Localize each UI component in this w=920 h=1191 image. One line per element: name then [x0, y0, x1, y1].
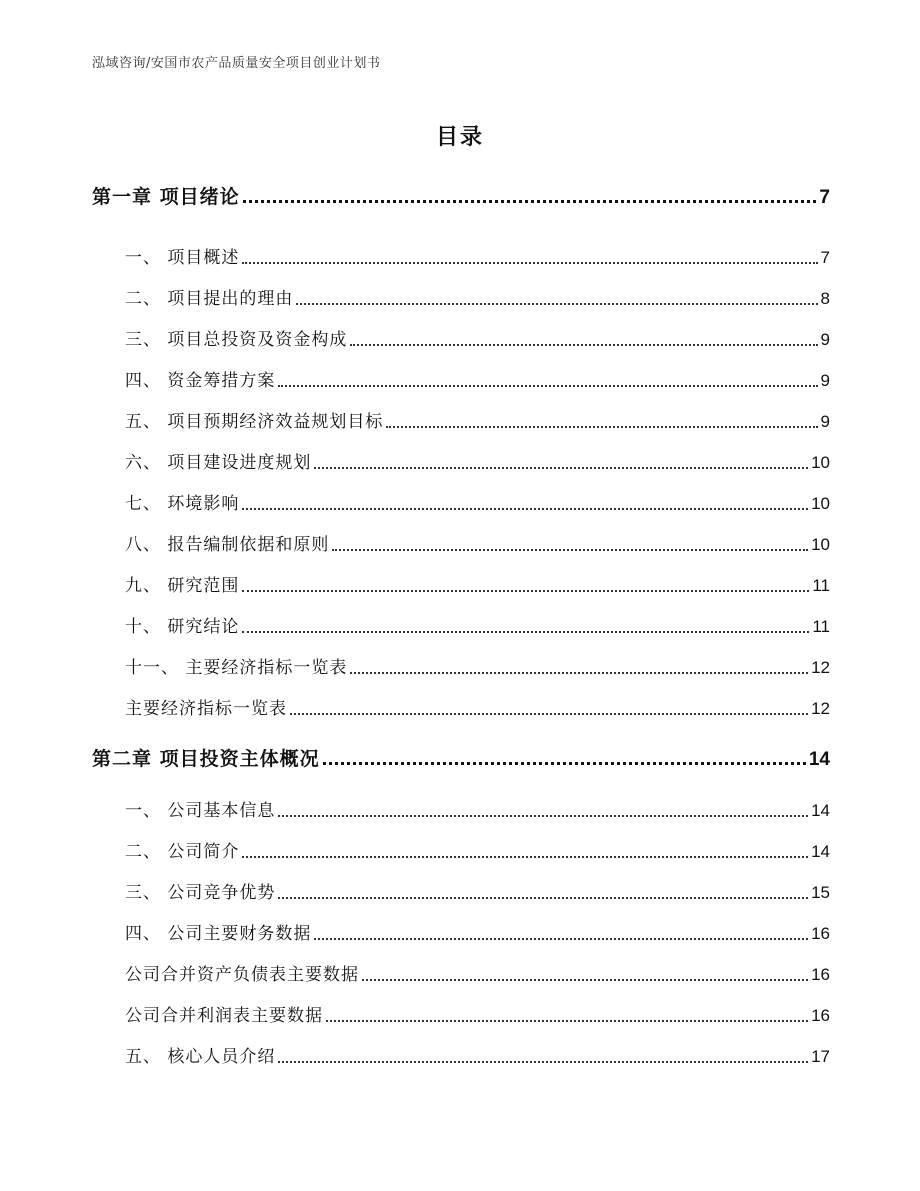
dot-leader — [278, 897, 808, 899]
toc-entry-page-number: 16 — [811, 1006, 830, 1025]
toc-section-entry[interactable] — [125, 366, 830, 396]
toc-entry-label: 六、 项目建设进度规划 — [125, 453, 312, 473]
toc-section-entry[interactable] — [125, 796, 830, 826]
toc-section-entry[interactable] — [125, 694, 830, 724]
toc-entry-page-number: 10 — [811, 494, 830, 513]
dot-leader — [332, 549, 808, 551]
toc-entry-label: 公司合并利润表主要数据 — [125, 1006, 323, 1026]
toc-section-entry[interactable] — [125, 243, 830, 273]
toc-entry-label: 公司合并资产负债表主要数据 — [125, 965, 359, 985]
toc-entry-label: 二、 公司简介 — [125, 842, 240, 862]
dot-leader — [350, 672, 808, 674]
toc-section-entry[interactable] — [125, 284, 830, 314]
toc-section-entry[interactable] — [125, 919, 830, 949]
dot-leader — [314, 467, 808, 469]
toc-section-entry[interactable] — [125, 489, 830, 519]
dot-leader — [362, 979, 808, 981]
toc-entry-page-number: 14 — [811, 842, 830, 861]
dot-leader — [278, 385, 817, 387]
toc-entry-label: 三、 公司竞争优势 — [125, 883, 276, 903]
toc-entry-page-number: 8 — [820, 289, 830, 308]
dot-leader — [242, 590, 809, 592]
dot-leader — [326, 1020, 808, 1022]
toc-title: 目录 — [435, 125, 484, 150]
toc-entry-page-number: 9 — [820, 371, 830, 390]
toc-entry-label: 十、 研究结论 — [125, 617, 240, 637]
dot-leader — [386, 426, 817, 428]
dot-leader — [242, 262, 817, 264]
toc-chapter-entry[interactable] — [92, 744, 830, 774]
toc-entry-page-number: 12 — [811, 699, 830, 718]
toc-section-entry[interactable] — [125, 837, 830, 867]
toc-entry-label: 第一章 项目绪论 — [92, 186, 240, 208]
toc-entry-page-number: 14 — [808, 749, 830, 770]
toc-section-entry[interactable] — [125, 1001, 830, 1031]
dot-leader — [278, 1061, 808, 1063]
toc-chapter-entry[interactable] — [92, 182, 830, 212]
toc-entry-page-number: 15 — [811, 883, 830, 902]
toc-entry-label: 九、 研究范围 — [125, 576, 240, 596]
toc-entry-page-number: 11 — [812, 576, 830, 595]
document-header: 泓域咨询/安国市农产品质量安全项目创业计划书 — [92, 56, 381, 71]
dot-leader — [323, 762, 806, 765]
toc-section-entry[interactable] — [125, 448, 830, 478]
toc-section-entry[interactable] — [125, 1042, 830, 1072]
toc-entry-page-number: 10 — [811, 535, 830, 554]
toc-entry-label: 四、 资金筹措方案 — [125, 371, 276, 391]
toc-entry-page-number: 16 — [811, 924, 830, 943]
toc-entry-label: 一、 项目概述 — [125, 248, 240, 268]
toc-entry-label: 五、 核心人员介绍 — [125, 1047, 276, 1067]
toc-entry-page-number: 11 — [812, 617, 830, 636]
toc-section-entry[interactable] — [125, 612, 830, 642]
dot-leader — [242, 631, 809, 633]
toc-entry-page-number: 14 — [811, 801, 830, 820]
toc-entry-page-number: 9 — [820, 412, 830, 431]
toc-entry-label: 一、 公司基本信息 — [125, 801, 276, 821]
toc-section-entry[interactable] — [125, 530, 830, 560]
toc-entry-label: 二、 项目提出的理由 — [125, 289, 294, 309]
toc-section-entry[interactable] — [125, 325, 830, 355]
toc-entry-page-number: 9 — [820, 330, 830, 349]
toc-section-entry[interactable] — [125, 960, 830, 990]
toc-entry-page-number: 16 — [811, 965, 830, 984]
toc-entry-label: 三、 项目总投资及资金构成 — [125, 330, 348, 350]
dot-leader — [314, 938, 808, 940]
dot-leader — [290, 713, 808, 715]
toc-entry-label: 主要经济指标一览表 — [125, 699, 287, 719]
toc-section-entry[interactable] — [125, 407, 830, 437]
toc-entry-label: 第二章 项目投资主体概况 — [92, 748, 320, 770]
dot-leader — [242, 508, 808, 510]
toc-section-entry[interactable] — [125, 571, 830, 601]
toc-entry-label: 五、 项目预期经济效益规划目标 — [125, 412, 384, 432]
toc-entry-page-number: 10 — [811, 453, 830, 472]
toc-entry-label: 八、 报告编制依据和原则 — [125, 535, 330, 555]
dot-leader — [243, 200, 817, 203]
toc-entry-page-number: 17 — [811, 1047, 830, 1066]
dot-leader — [278, 815, 808, 817]
toc-entry-page-number: 7 — [819, 187, 830, 208]
dot-leader — [350, 344, 817, 346]
toc-entry-label: 七、 环境影响 — [125, 494, 240, 514]
dot-leader — [242, 856, 808, 858]
toc-section-entry[interactable] — [125, 653, 830, 683]
dot-leader — [296, 303, 817, 305]
toc-entry-page-number: 12 — [811, 658, 830, 677]
toc-entry-label: 十一、 主要经济指标一览表 — [125, 658, 348, 678]
toc-section-entry[interactable] — [125, 878, 830, 908]
toc-entry-label: 四、 公司主要财务数据 — [125, 924, 312, 944]
toc-entry-page-number: 7 — [820, 248, 830, 267]
